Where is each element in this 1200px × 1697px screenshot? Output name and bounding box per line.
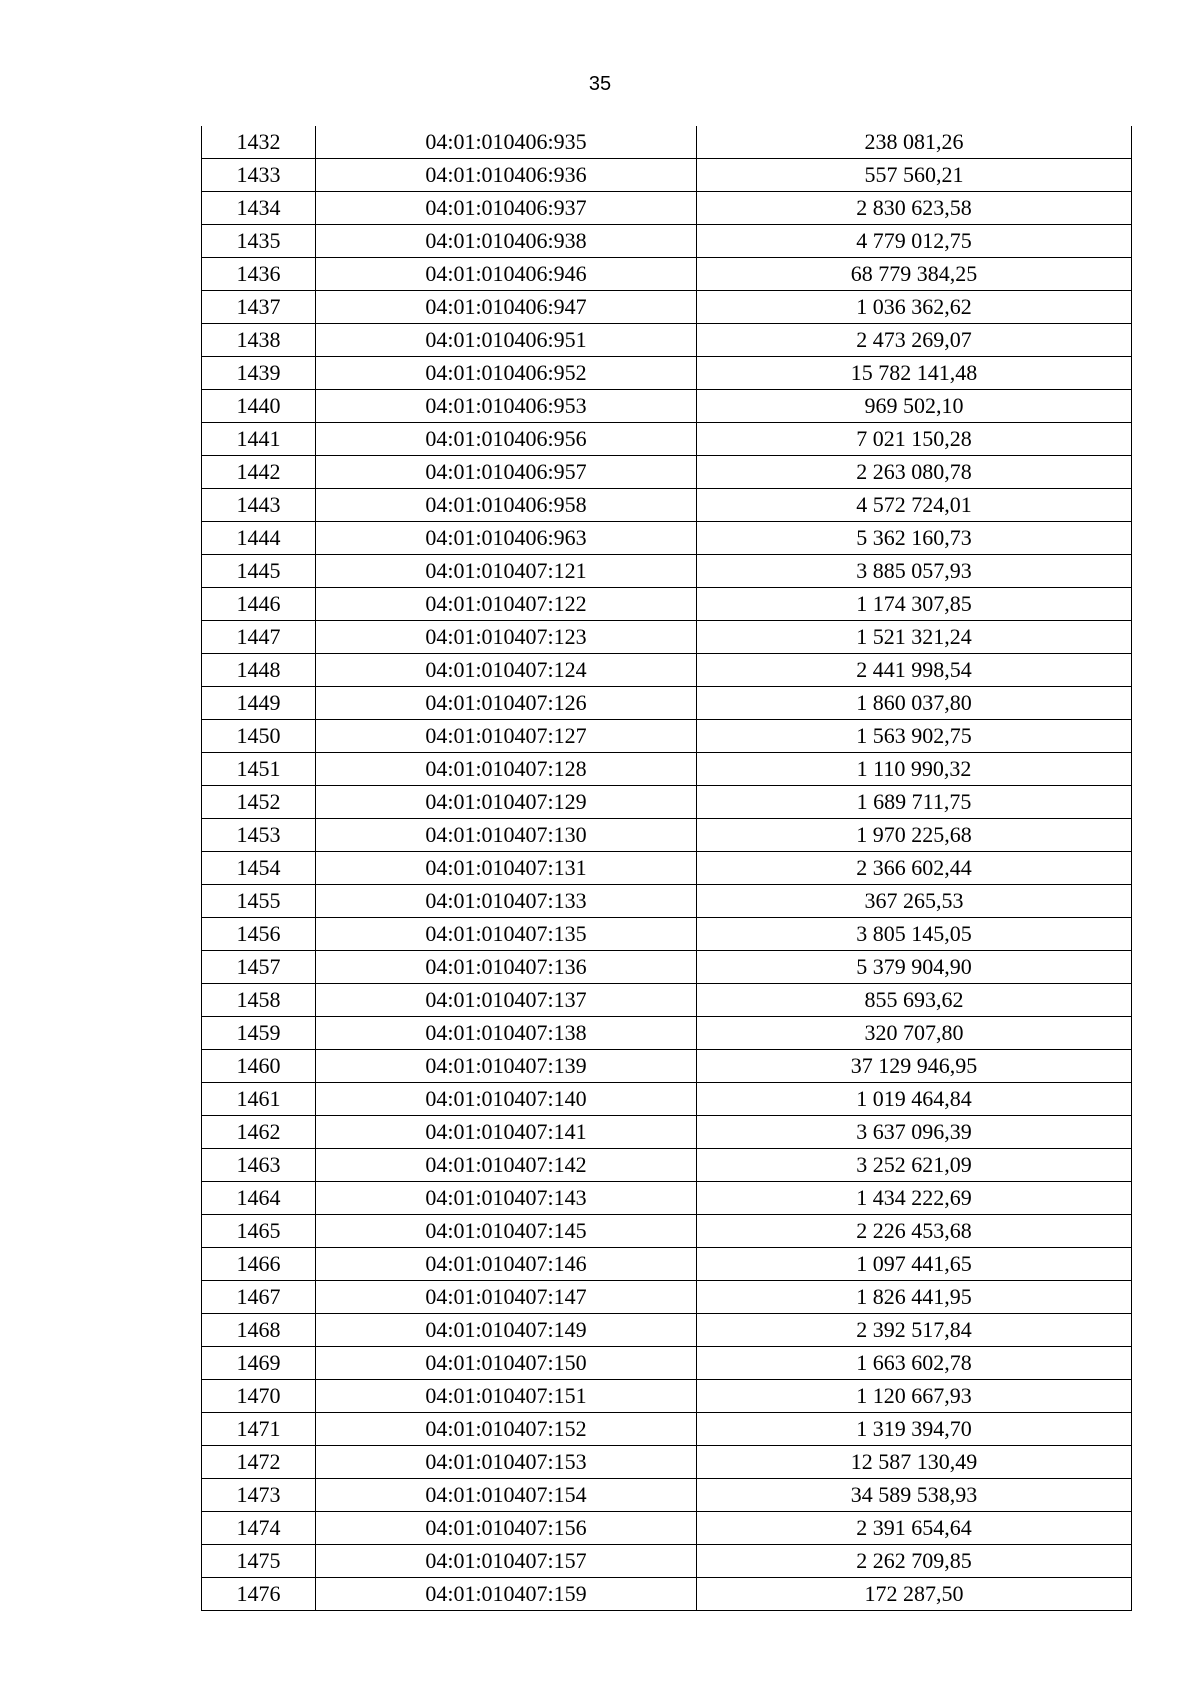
cadastral-value-cell: 1 019 464,84: [697, 1083, 1132, 1116]
cadastral-value-cell: 37 129 946,95: [697, 1050, 1132, 1083]
cadastral-number-cell: 04:01:010407:150: [316, 1347, 697, 1380]
cadastral-value-cell: 2 830 623,58: [697, 192, 1132, 225]
table-row: [202, 1149, 1132, 1182]
cadastral-value-table: [201, 126, 1132, 1611]
row-number-cell: 1476: [202, 1578, 316, 1611]
row-number-cell: 1438: [202, 324, 316, 357]
row-number-cell: 1457: [202, 951, 316, 984]
cadastral-value-cell: 4 779 012,75: [697, 225, 1132, 258]
cadastral-value-cell: 2 263 080,78: [697, 456, 1132, 489]
row-number-cell: 1433: [202, 159, 316, 192]
cadastral-value-cell: 2 473 269,07: [697, 324, 1132, 357]
cadastral-number-cell: 04:01:010407:142: [316, 1149, 697, 1182]
cadastral-number-cell: 04:01:010407:151: [316, 1380, 697, 1413]
table-row: [202, 1215, 1132, 1248]
cadastral-number-cell: 04:01:010407:135: [316, 918, 697, 951]
row-number-cell: 1458: [202, 984, 316, 1017]
cadastral-value-cell: 5 362 160,73: [697, 522, 1132, 555]
table-row: [202, 885, 1132, 918]
row-number-cell: 1439: [202, 357, 316, 390]
cadastral-value-cell: 2 392 517,84: [697, 1314, 1132, 1347]
table-row: [202, 291, 1132, 324]
table-row: [202, 390, 1132, 423]
row-number-cell: 1441: [202, 423, 316, 456]
table-row: [202, 1281, 1132, 1314]
cadastral-value-table-container: [201, 126, 1132, 1611]
cadastral-number-cell: 04:01:010406:957: [316, 456, 697, 489]
table-row: [202, 1413, 1132, 1446]
table-row: [202, 1116, 1132, 1149]
row-number-cell: 1447: [202, 621, 316, 654]
row-number-cell: 1464: [202, 1182, 316, 1215]
row-number-cell: 1435: [202, 225, 316, 258]
cadastral-value-cell: 4 572 724,01: [697, 489, 1132, 522]
table-row: [202, 720, 1132, 753]
cadastral-value-cell: 172 287,50: [697, 1578, 1132, 1611]
cadastral-value-cell: 2 366 602,44: [697, 852, 1132, 885]
table-row: [202, 984, 1132, 1017]
cadastral-value-cell: 68 779 384,25: [697, 258, 1132, 291]
cadastral-number-cell: 04:01:010407:149: [316, 1314, 697, 1347]
cadastral-value-cell: 1 826 441,95: [697, 1281, 1132, 1314]
table-row: [202, 786, 1132, 819]
row-number-cell: 1459: [202, 1017, 316, 1050]
row-number-cell: 1437: [202, 291, 316, 324]
cadastral-number-cell: 04:01:010407:129: [316, 786, 697, 819]
cadastral-number-cell: 04:01:010407:141: [316, 1116, 697, 1149]
cadastral-value-cell: 557 560,21: [697, 159, 1132, 192]
cadastral-value-cell: 3 885 057,93: [697, 555, 1132, 588]
cadastral-value-cell: 1 174 307,85: [697, 588, 1132, 621]
cadastral-value-cell: 969 502,10: [697, 390, 1132, 423]
row-number-cell: 1454: [202, 852, 316, 885]
table-row: [202, 1512, 1132, 1545]
table-row: [202, 324, 1132, 357]
cadastral-number-cell: 04:01:010407:127: [316, 720, 697, 753]
cadastral-number-cell: 04:01:010406:953: [316, 390, 697, 423]
cadastral-number-cell: 04:01:010406:947: [316, 291, 697, 324]
row-number-cell: 1451: [202, 753, 316, 786]
table-row: [202, 489, 1132, 522]
row-number-cell: 1453: [202, 819, 316, 852]
cadastral-value-cell: 3 252 621,09: [697, 1149, 1132, 1182]
cadastral-value-cell: 2 441 998,54: [697, 654, 1132, 687]
cadastral-number-cell: 04:01:010406:956: [316, 423, 697, 456]
cadastral-number-cell: 04:01:010407:140: [316, 1083, 697, 1116]
table-row: [202, 1347, 1132, 1380]
cadastral-number-cell: 04:01:010407:143: [316, 1182, 697, 1215]
table-row: [202, 819, 1132, 852]
cadastral-value-cell: 1 120 667,93: [697, 1380, 1132, 1413]
cadastral-value-cell: 1 563 902,75: [697, 720, 1132, 753]
cadastral-number-cell: 04:01:010407:146: [316, 1248, 697, 1281]
table-row: [202, 1083, 1132, 1116]
row-number-cell: 1445: [202, 555, 316, 588]
cadastral-number-cell: 04:01:010406:936: [316, 159, 697, 192]
cadastral-value-cell: 7 021 150,28: [697, 423, 1132, 456]
row-number-cell: 1456: [202, 918, 316, 951]
cadastral-number-cell: 04:01:010407:156: [316, 1512, 697, 1545]
table-row: [202, 456, 1132, 489]
cadastral-number-cell: 04:01:010407:124: [316, 654, 697, 687]
table-row: [202, 1446, 1132, 1479]
table-row: [202, 357, 1132, 390]
cadastral-value-cell: 1 521 321,24: [697, 621, 1132, 654]
table-row: [202, 1050, 1132, 1083]
row-number-cell: 1450: [202, 720, 316, 753]
row-number-cell: 1434: [202, 192, 316, 225]
table-row: [202, 1545, 1132, 1578]
table-row: [202, 225, 1132, 258]
cadastral-number-cell: 04:01:010407:122: [316, 588, 697, 621]
row-number-cell: 1468: [202, 1314, 316, 1347]
row-number-cell: 1471: [202, 1413, 316, 1446]
row-number-cell: 1449: [202, 687, 316, 720]
table-row: [202, 159, 1132, 192]
table-row: [202, 1248, 1132, 1281]
cadastral-value-cell: 320 707,80: [697, 1017, 1132, 1050]
row-number-cell: 1462: [202, 1116, 316, 1149]
cadastral-number-cell: 04:01:010407:159: [316, 1578, 697, 1611]
table-row: [202, 654, 1132, 687]
row-number-cell: 1463: [202, 1149, 316, 1182]
table-row: [202, 126, 1132, 159]
row-number-cell: 1469: [202, 1347, 316, 1380]
cadastral-value-cell: 5 379 904,90: [697, 951, 1132, 984]
cadastral-number-cell: 04:01:010407:133: [316, 885, 697, 918]
row-number-cell: 1442: [202, 456, 316, 489]
row-number-cell: 1455: [202, 885, 316, 918]
row-number-cell: 1474: [202, 1512, 316, 1545]
table-row: [202, 951, 1132, 984]
cadastral-number-cell: 04:01:010407:157: [316, 1545, 697, 1578]
table-row: [202, 588, 1132, 621]
page-number: 35: [588, 73, 612, 95]
row-number-cell: 1443: [202, 489, 316, 522]
cadastral-value-cell: 1 319 394,70: [697, 1413, 1132, 1446]
row-number-cell: 1444: [202, 522, 316, 555]
row-number-cell: 1440: [202, 390, 316, 423]
cadastral-number-cell: 04:01:010407:137: [316, 984, 697, 1017]
cadastral-number-cell: 04:01:010406:946: [316, 258, 697, 291]
cadastral-number-cell: 04:01:010406:952: [316, 357, 697, 390]
row-number-cell: 1460: [202, 1050, 316, 1083]
row-number-cell: 1436: [202, 258, 316, 291]
cadastral-number-cell: 04:01:010406:935: [316, 126, 697, 159]
table-row: [202, 423, 1132, 456]
cadastral-number-cell: 04:01:010407:154: [316, 1479, 697, 1512]
cadastral-value-cell: 367 265,53: [697, 885, 1132, 918]
cadastral-value-cell: 1 097 441,65: [697, 1248, 1132, 1281]
cadastral-number-cell: 04:01:010407:153: [316, 1446, 697, 1479]
cadastral-number-cell: 04:01:010407:130: [316, 819, 697, 852]
cadastral-number-cell: 04:01:010407:126: [316, 687, 697, 720]
cadastral-number-cell: 04:01:010406:963: [316, 522, 697, 555]
cadastral-number-cell: 04:01:010407:121: [316, 555, 697, 588]
table-row: [202, 1578, 1132, 1611]
table-row: [202, 522, 1132, 555]
cadastral-value-cell: 34 589 538,93: [697, 1479, 1132, 1512]
cadastral-number-cell: 04:01:010406:951: [316, 324, 697, 357]
table-row: [202, 753, 1132, 786]
table-row: [202, 258, 1132, 291]
cadastral-value-cell: 3 805 145,05: [697, 918, 1132, 951]
cadastral-number-cell: 04:01:010407:147: [316, 1281, 697, 1314]
cadastral-value-cell: 1 036 362,62: [697, 291, 1132, 324]
cadastral-value-cell: 1 663 602,78: [697, 1347, 1132, 1380]
table-row: [202, 1182, 1132, 1215]
table-row: [202, 1017, 1132, 1050]
table-row: [202, 192, 1132, 225]
row-number-cell: 1446: [202, 588, 316, 621]
row-number-cell: 1466: [202, 1248, 316, 1281]
cadastral-value-cell: 2 226 453,68: [697, 1215, 1132, 1248]
cadastral-number-cell: 04:01:010407:139: [316, 1050, 697, 1083]
table-row: [202, 1314, 1132, 1347]
cadastral-number-cell: 04:01:010406:958: [316, 489, 697, 522]
cadastral-value-cell: 855 693,62: [697, 984, 1132, 1017]
row-number-cell: 1432: [202, 126, 316, 159]
cadastral-value-cell: 3 637 096,39: [697, 1116, 1132, 1149]
cadastral-number-cell: 04:01:010406:938: [316, 225, 697, 258]
row-number-cell: 1467: [202, 1281, 316, 1314]
cadastral-value-cell: 15 782 141,48: [697, 357, 1132, 390]
cadastral-number-cell: 04:01:010407:131: [316, 852, 697, 885]
table-row: [202, 1479, 1132, 1512]
table-row: [202, 555, 1132, 588]
cadastral-value-cell: 2 391 654,64: [697, 1512, 1132, 1545]
cadastral-number-cell: 04:01:010407:145: [316, 1215, 697, 1248]
cadastral-value-cell: 1 110 990,32: [697, 753, 1132, 786]
cadastral-value-cell: 238 081,26: [697, 126, 1132, 159]
cadastral-value-cell: 1 434 222,69: [697, 1182, 1132, 1215]
row-number-cell: 1473: [202, 1479, 316, 1512]
row-number-cell: 1465: [202, 1215, 316, 1248]
cadastral-number-cell: 04:01:010407:136: [316, 951, 697, 984]
cadastral-number-cell: 04:01:010407:152: [316, 1413, 697, 1446]
cadastral-value-cell: 2 262 709,85: [697, 1545, 1132, 1578]
cadastral-value-cell: 12 587 130,49: [697, 1446, 1132, 1479]
row-number-cell: 1475: [202, 1545, 316, 1578]
row-number-cell: 1448: [202, 654, 316, 687]
table-row: [202, 621, 1132, 654]
row-number-cell: 1461: [202, 1083, 316, 1116]
table-row: [202, 687, 1132, 720]
row-number-cell: 1472: [202, 1446, 316, 1479]
table-row: [202, 852, 1132, 885]
cadastral-number-cell: 04:01:010407:138: [316, 1017, 697, 1050]
table-row: [202, 918, 1132, 951]
cadastral-value-cell: 1 970 225,68: [697, 819, 1132, 852]
cadastral-number-cell: 04:01:010407:123: [316, 621, 697, 654]
cadastral-value-cell: 1 860 037,80: [697, 687, 1132, 720]
cadastral-value-cell: 1 689 711,75: [697, 786, 1132, 819]
table-row: [202, 1380, 1132, 1413]
row-number-cell: 1470: [202, 1380, 316, 1413]
cadastral-number-cell: 04:01:010406:937: [316, 192, 697, 225]
cadastral-number-cell: 04:01:010407:128: [316, 753, 697, 786]
table-body: [202, 126, 1132, 1611]
row-number-cell: 1452: [202, 786, 316, 819]
